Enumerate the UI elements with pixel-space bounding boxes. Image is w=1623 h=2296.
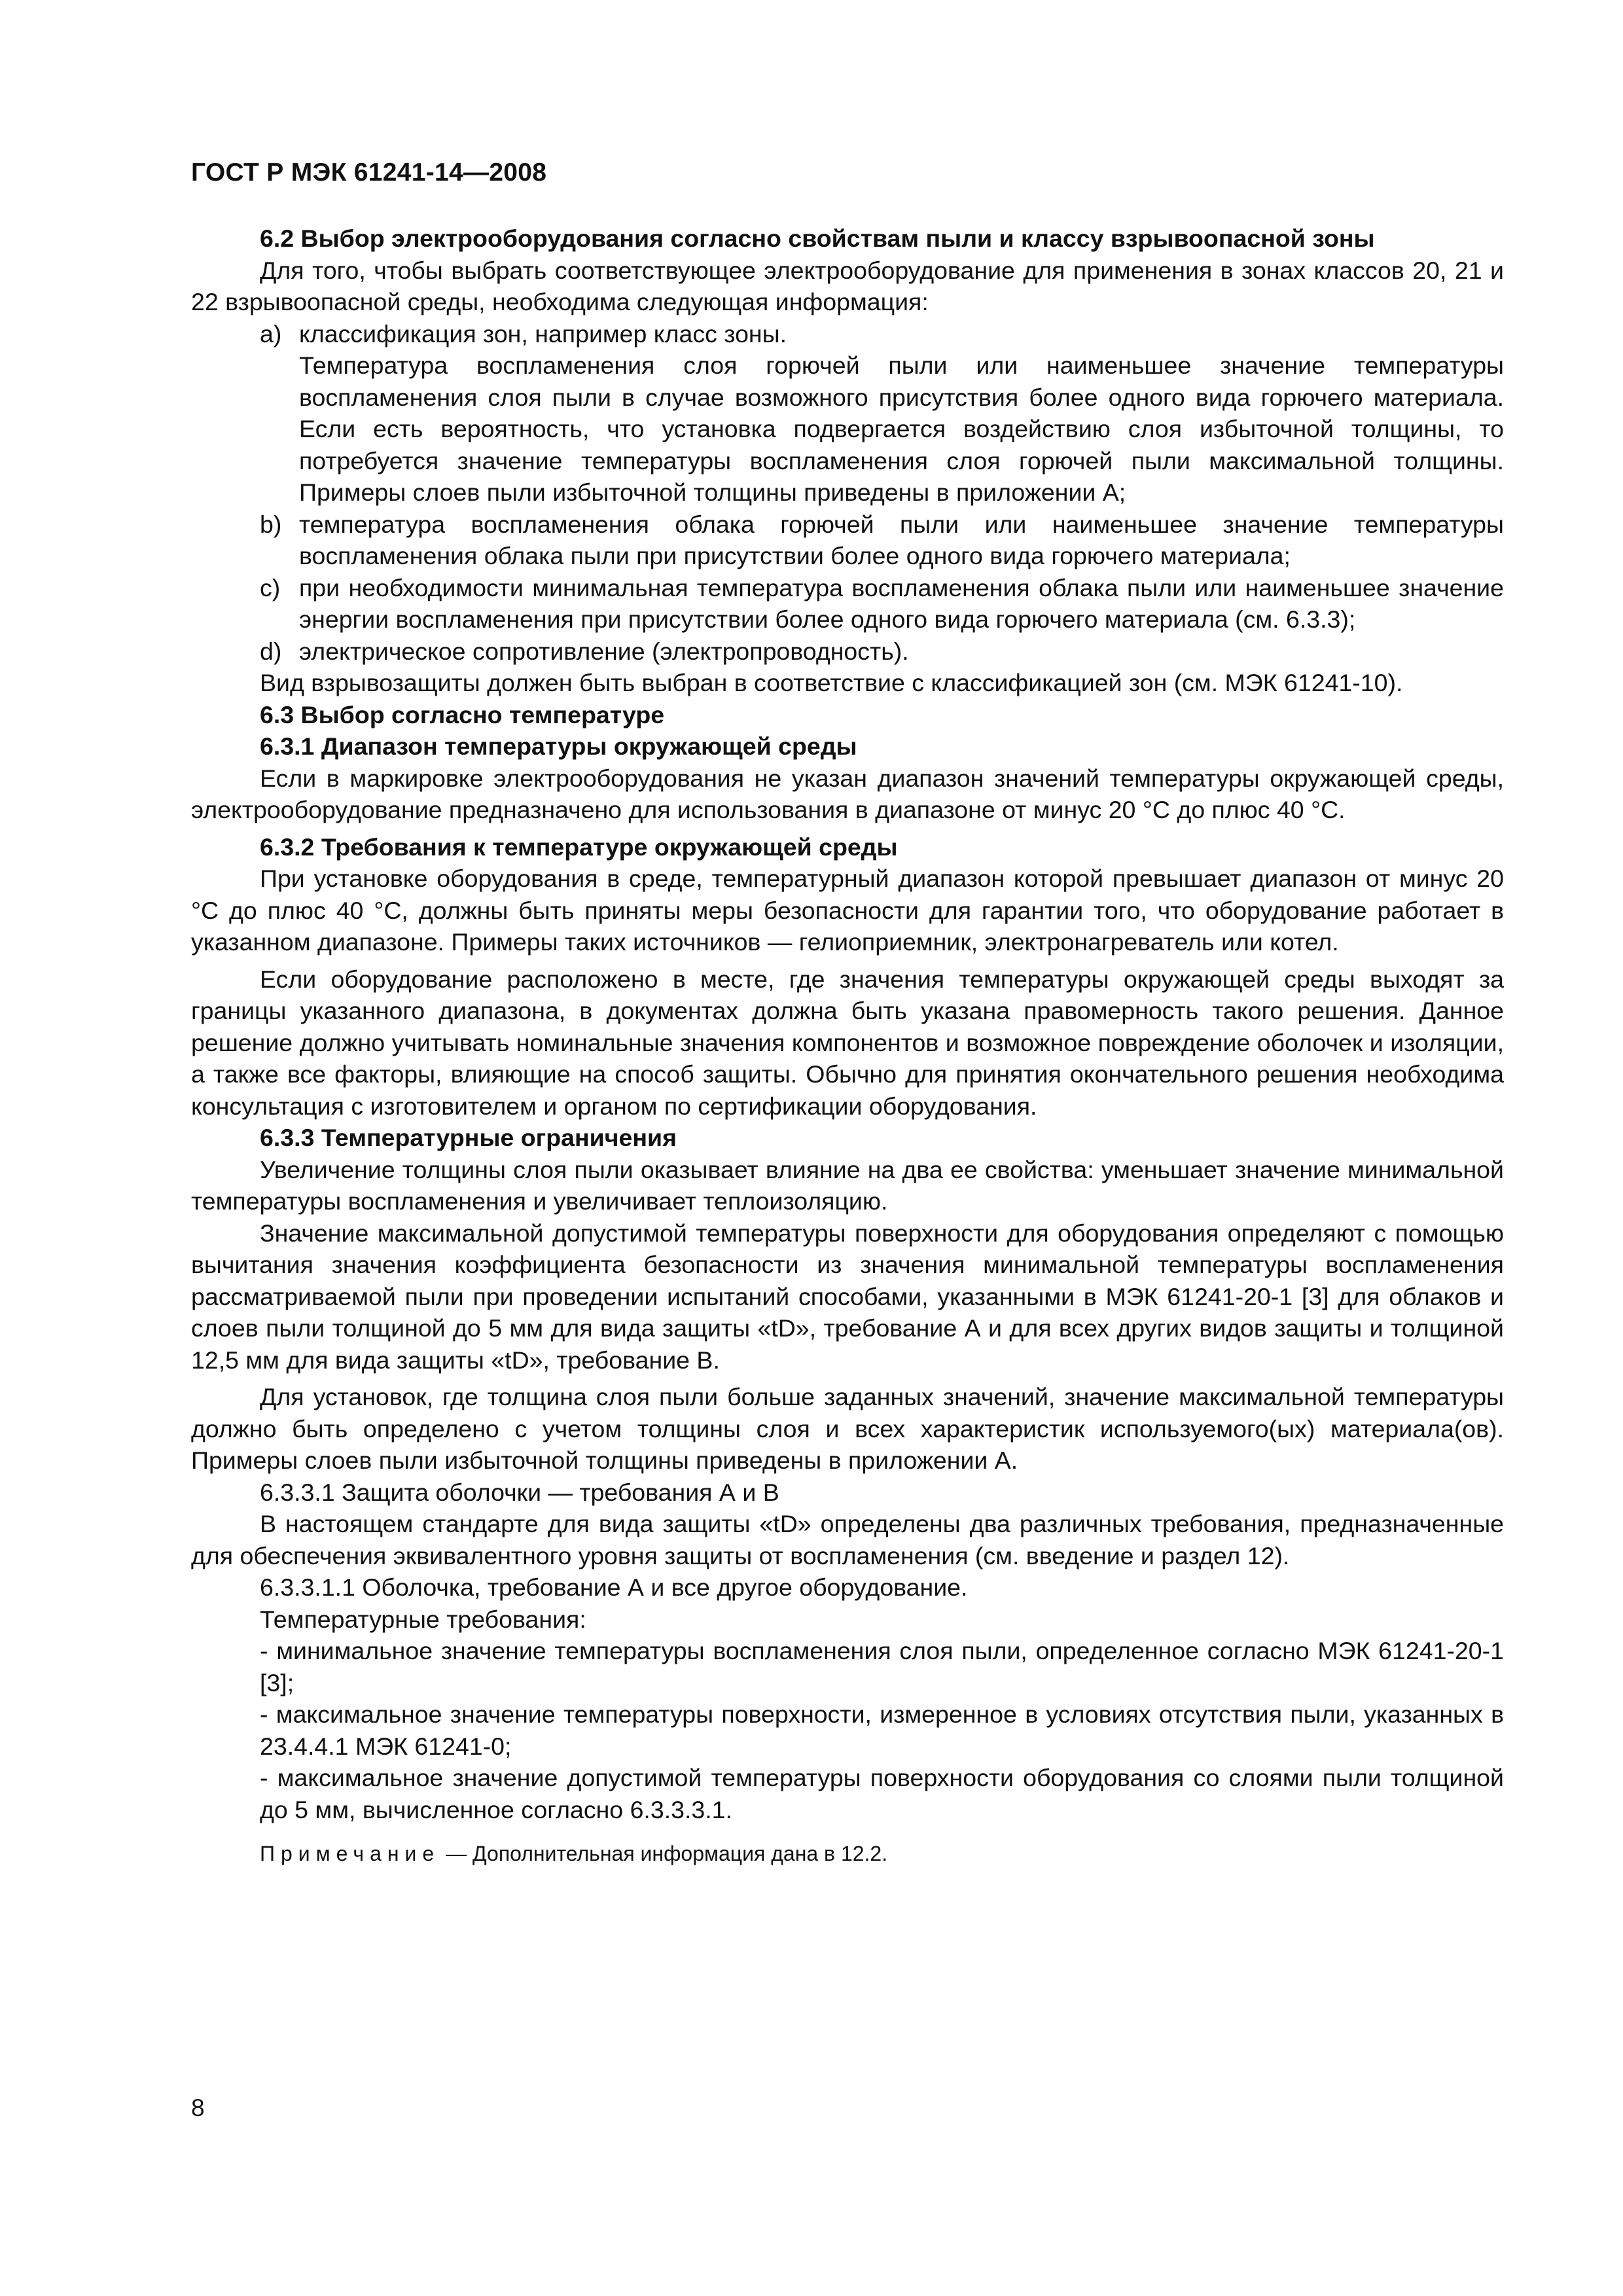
paragraph: Если оборудование расположено в месте, где значения температуры окружающей среды выходят за границы указанного диапазона, в документах должна быть указана правомерность такого решения. Данное решение должно учитывать номинальные значения компонентов и возможное повреждение оболочек и изоляции, а также все факторы, влияющие на способ защиты. Обычно для принятия окончательного решения необходима консультация с изготовителем и органом по сертификации оборудования. [191, 965, 1504, 1120]
paragraph: Для установок, где толщина слоя пыли больше заданных значений, значение максимальной температуры должно быть определено с учетом толщины слоя и всех характеристик используемого(ых) материала(ов). Примеры слоев пыли избыточной толщины приведены в приложении А. [191, 1383, 1504, 1474]
note-text: — Дополнительная информация дана в 12.2. [440, 1842, 888, 1865]
paragraph: Вид взрывозащиты должен быть выбран в соответствие с классификацией зон (см. МЭК 61241-10). [260, 669, 1403, 696]
paragraph: Увеличение толщины слоя пыли оказывает влияние на два ее свойства: уменьшает значение минимальной температуры воспламенения и увеличивает теплоизоляцию. [191, 1155, 1504, 1215]
dash-item: - минимальное значение температуры воспламенения слоя пыли, определенное согласно МЭК 61241-20-1 [3]; [260, 1637, 1504, 1696]
heading-6-3-2: 6.3.2 Требования к температуре окружающей среды [260, 833, 898, 861]
dash-item: - максимальное значение допустимой температуры поверхности оборудования со слоями пыли толщиной до 5 мм, вычисленное согласно 6.3.3.3.1. [260, 1764, 1504, 1823]
list-item-a: a) классификация зон, например класс зоны. [260, 319, 787, 348]
page-number: 8 [191, 2094, 205, 2121]
list-item-c: c) при необходимости минимальная температура воспламенения облака пыли или наименьшее значение энергии воспламенения при присутствии более одного вида горючего материала (см. 6.3.3); [260, 573, 1504, 633]
paragraph: В настоящем стандарте для вида защиты «tD» определены два различных требования, предназначенные для обеспечения эквивалентного уровня защиты от воспламенения (см. введение и раздел 12). [191, 1510, 1504, 1570]
document-header: ГОСТ Р МЭК 61241-14—2008 [191, 158, 547, 187]
heading-6-3-3: 6.3.3 Температурные ограничения [260, 1124, 677, 1151]
paragraph: Значение максимальной допустимой температуры поверхности для оборудования определяют с помощью вычитания значения коэффициента безопасности из значения минимальной температуры воспламенения рассматриваемой пыли при проведении испытаний способами, указанными в МЭК 61241-20-1 [3] для облаков и слоев пыли толщиной до 5 мм для вида защиты «tD», требование А и для всех других видов защиты и толщиной 12,5 мм для вида защиты «tD», требование В. [191, 1219, 1504, 1374]
paragraph: При установке оборудования в среде, температурный диапазон которой превышает диапазон от минус 20 °С до плюс 40 °С, должны быть приняты меры безопасности для гарантии того, что оборудование работает в указанном диапазоне. Примеры таких источников — гелиоприемник, электронагреватель или котел. [191, 865, 1504, 956]
list-item-d: d) электрическое сопротивление (электропроводность). [260, 637, 909, 665]
paragraph: Температурные требования: [260, 1605, 586, 1633]
heading-6-2: 6.2 Выбор электрооборудования согласно свойствам пыли и классу взрывоопасной зоны [260, 224, 1375, 252]
note-label: Примечание [260, 1842, 440, 1865]
list-item-b: b) температура воспламенения облака горючей пыли или наименьшее значение температуры воспламенения облака пыли при присутствии более одного вида горючего материала; [260, 510, 1504, 569]
clause-6-3-3-1-1: 6.3.3.1.1 Оболочка, требование А и все другое оборудование. [260, 1573, 968, 1601]
paragraph: Для того, чтобы выбрать соответствующее электрооборудование для применения в зонах классов 20, 21 и 22 взрывоопасной среды, необходима следующая информация: [191, 256, 1504, 315]
list-item-a-continuation: Температура воспламенения слоя горючей пыли или наименьшее значение температуры воспламенения слоя пыли в случае возможного присутствия более одного вида горючего материала. Если есть вероятность, что установка подвергается воздействию слоя избыточной толщины, то потребуется значение температуры воспламенения слоя горючей пыли максимальной толщины. Примеры слоев пыли избыточной толщины приведены в приложении А; [299, 351, 1504, 506]
dash-item: - максимальное значение температуры поверхности, измеренное в условиях отсутствия пыли, указанных в 23.4.4.1 МЭК 61241-0; [260, 1700, 1504, 1760]
heading-6-3: 6.3 Выбор согласно температуре [260, 700, 665, 728]
paragraph: Если в маркировке электрооборудования не указан диапазон значений температуры окружающей среды, электрооборудование предназначено для использования в диапазоне от минус 20 °С до плюс 40 °С. [191, 764, 1504, 823]
clause-6-3-3-1: 6.3.3.1 Защита оболочки — требования А и В [260, 1478, 779, 1506]
page-body [191, 223, 1504, 1867]
heading-6-3-1: 6.3.1 Диапазон температуры окружающей среды [260, 732, 857, 760]
note [191, 1840, 1504, 1867]
